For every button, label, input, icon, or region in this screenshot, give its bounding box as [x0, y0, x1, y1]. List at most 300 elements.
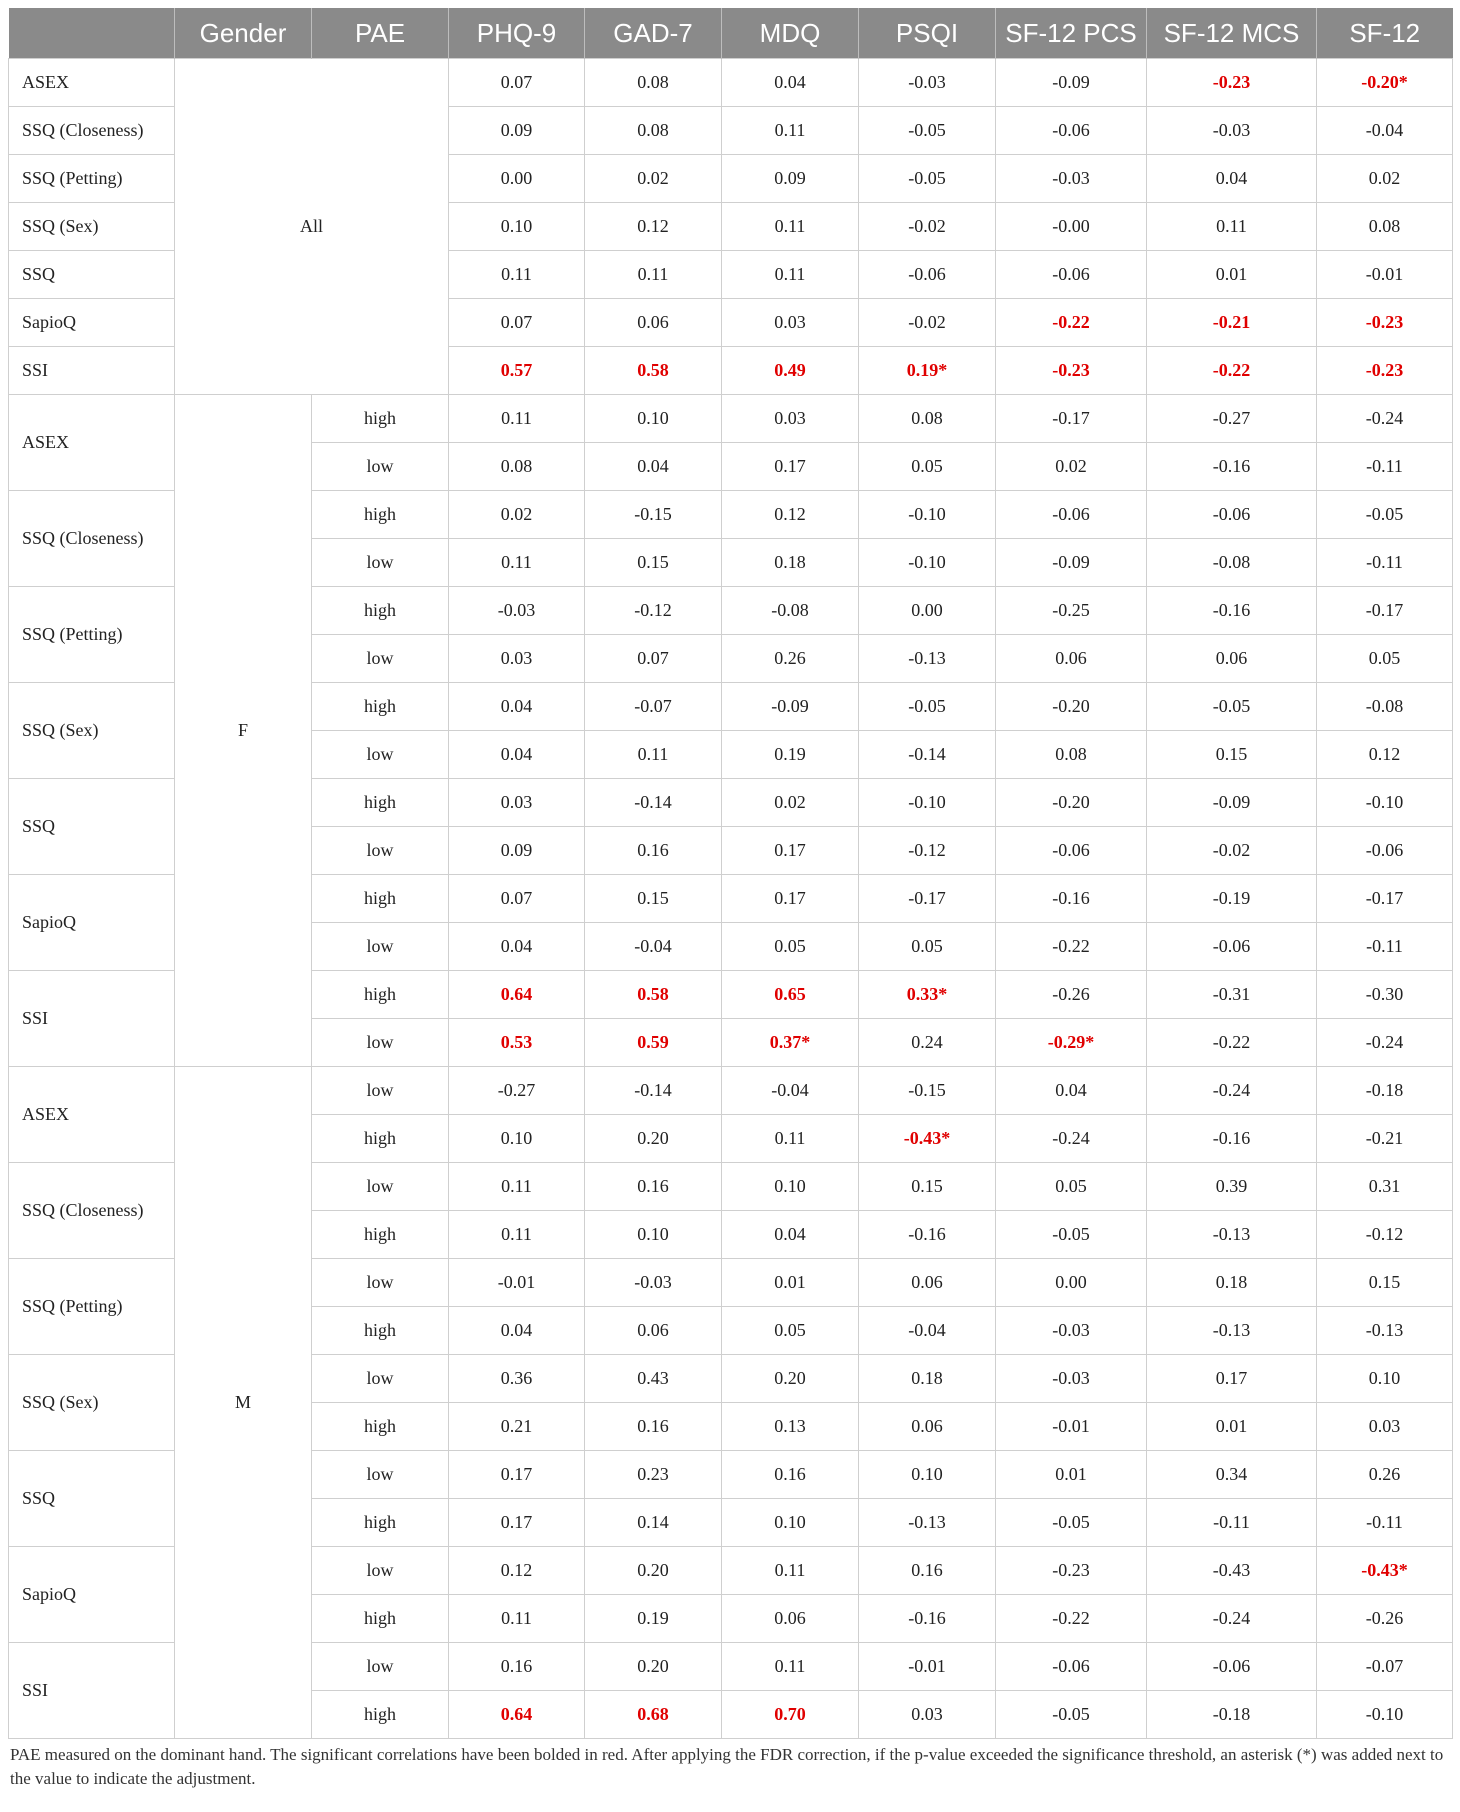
- pae-cell: high: [312, 1307, 449, 1355]
- value-cell: 0.06: [585, 299, 722, 347]
- value-cell: -0.06: [996, 491, 1147, 539]
- value-cell: 0.18: [859, 1355, 996, 1403]
- significant-value-cell: -0.22: [996, 299, 1147, 347]
- value-cell: 0.07: [449, 299, 585, 347]
- measure-cell: SSQ (Petting): [9, 587, 175, 683]
- value-cell: 0.16: [585, 827, 722, 875]
- value-cell: 0.20: [722, 1355, 859, 1403]
- value-cell: 0.13: [722, 1403, 859, 1451]
- table-footnote: PAE measured on the dominant hand. The significant correlations have been bolded in red. After applying the FDR correction, if the p-value exceeded the significance threshold, an asterisk (*) was added next to the value to indicate the adjustment.: [10, 1745, 1444, 1788]
- value-cell: 0.11: [449, 539, 585, 587]
- pae-cell: low: [312, 635, 449, 683]
- value-cell: -0.02: [859, 299, 996, 347]
- value-cell: -0.18: [1147, 1691, 1317, 1739]
- value-cell: 0.06: [859, 1403, 996, 1451]
- measure-cell: ASEX: [9, 1067, 175, 1163]
- value-cell: 0.04: [722, 1211, 859, 1259]
- table-body: [9, 59, 1453, 1739]
- value-cell: 0.05: [996, 1163, 1147, 1211]
- value-cell: 0.04: [585, 443, 722, 491]
- value-cell: -0.03: [859, 59, 996, 107]
- value-cell: 0.10: [722, 1499, 859, 1547]
- value-cell: -0.20: [996, 683, 1147, 731]
- measure-cell: SSQ: [9, 251, 175, 299]
- value-cell: -0.12: [1317, 1211, 1453, 1259]
- value-cell: 0.10: [722, 1163, 859, 1211]
- value-cell: 0.10: [585, 1211, 722, 1259]
- column-header: PHQ-9: [449, 8, 585, 59]
- value-cell: 0.10: [449, 203, 585, 251]
- value-cell: -0.06: [996, 827, 1147, 875]
- pae-cell: high: [312, 1115, 449, 1163]
- value-cell: 0.26: [722, 635, 859, 683]
- value-cell: 0.08: [859, 395, 996, 443]
- value-cell: 0.05: [722, 923, 859, 971]
- significant-value-cell: -0.21: [1147, 299, 1317, 347]
- value-cell: -0.27: [1147, 395, 1317, 443]
- value-cell: 0.00: [859, 587, 996, 635]
- value-cell: 0.11: [722, 203, 859, 251]
- value-cell: 0.00: [996, 1259, 1147, 1307]
- significant-value-cell: 0.58: [585, 347, 722, 395]
- value-cell: -0.01: [859, 1643, 996, 1691]
- value-cell: -0.00: [996, 203, 1147, 251]
- value-cell: -0.16: [1147, 443, 1317, 491]
- value-cell: 0.02: [722, 779, 859, 827]
- value-cell: -0.17: [996, 395, 1147, 443]
- gender-cell: F: [175, 395, 312, 1067]
- significant-value-cell: -0.43*: [1317, 1547, 1453, 1595]
- value-cell: 0.01: [1147, 251, 1317, 299]
- column-header: Gender: [175, 8, 312, 59]
- value-cell: 0.11: [722, 1547, 859, 1595]
- significant-value-cell: 0.70: [722, 1691, 859, 1739]
- significant-value-cell: 0.19*: [859, 347, 996, 395]
- significant-value-cell: 0.59: [585, 1019, 722, 1067]
- value-cell: -0.22: [1147, 1019, 1317, 1067]
- value-cell: -0.12: [585, 587, 722, 635]
- value-cell: 0.11: [1147, 203, 1317, 251]
- value-cell: 0.11: [585, 251, 722, 299]
- value-cell: -0.06: [1147, 491, 1317, 539]
- measure-cell: SSQ: [9, 1451, 175, 1547]
- value-cell: -0.06: [996, 251, 1147, 299]
- value-cell: 0.05: [859, 443, 996, 491]
- significant-value-cell: -0.23: [1147, 59, 1317, 107]
- value-cell: -0.06: [1147, 1643, 1317, 1691]
- value-cell: -0.22: [996, 1595, 1147, 1643]
- pae-cell: high: [312, 1211, 449, 1259]
- value-cell: -0.13: [1317, 1307, 1453, 1355]
- value-cell: 0.16: [449, 1643, 585, 1691]
- value-cell: -0.01: [1317, 251, 1453, 299]
- significant-value-cell: 0.58: [585, 971, 722, 1019]
- value-cell: 0.11: [585, 731, 722, 779]
- value-cell: -0.09: [1147, 779, 1317, 827]
- value-cell: -0.06: [859, 251, 996, 299]
- value-cell: 0.15: [585, 875, 722, 923]
- value-cell: 0.08: [585, 107, 722, 155]
- value-cell: -0.06: [1317, 827, 1453, 875]
- value-cell: 0.10: [585, 395, 722, 443]
- value-cell: -0.03: [996, 155, 1147, 203]
- value-cell: 0.08: [996, 731, 1147, 779]
- value-cell: -0.24: [1147, 1595, 1317, 1643]
- value-cell: 0.12: [449, 1547, 585, 1595]
- value-cell: -0.17: [1317, 587, 1453, 635]
- value-cell: 0.03: [722, 299, 859, 347]
- value-cell: -0.12: [859, 827, 996, 875]
- value-cell: 0.06: [859, 1259, 996, 1307]
- pae-cell: low: [312, 539, 449, 587]
- value-cell: 0.09: [449, 107, 585, 155]
- pae-cell: low: [312, 1019, 449, 1067]
- value-cell: -0.02: [859, 203, 996, 251]
- value-cell: 0.39: [1147, 1163, 1317, 1211]
- value-cell: -0.08: [1147, 539, 1317, 587]
- value-cell: 0.26: [1317, 1451, 1453, 1499]
- pae-cell: high: [312, 683, 449, 731]
- value-cell: 0.16: [585, 1163, 722, 1211]
- value-cell: -0.03: [1147, 107, 1317, 155]
- value-cell: -0.14: [585, 779, 722, 827]
- table-header: [9, 8, 1453, 59]
- value-cell: 0.14: [585, 1499, 722, 1547]
- value-cell: -0.13: [1147, 1211, 1317, 1259]
- column-header: [9, 8, 175, 59]
- value-cell: 0.02: [996, 443, 1147, 491]
- value-cell: -0.10: [859, 779, 996, 827]
- value-cell: 0.24: [859, 1019, 996, 1067]
- value-cell: 0.15: [859, 1163, 996, 1211]
- table-container: [8, 8, 1452, 1791]
- column-header: SF-12 MCS: [1147, 8, 1317, 59]
- value-cell: 0.16: [859, 1547, 996, 1595]
- value-cell: 0.11: [449, 1163, 585, 1211]
- value-cell: -0.06: [1147, 923, 1317, 971]
- value-cell: -0.11: [1317, 923, 1453, 971]
- value-cell: 0.11: [722, 107, 859, 155]
- significant-value-cell: 0.64: [449, 971, 585, 1019]
- pae-cell: low: [312, 1451, 449, 1499]
- value-cell: 0.04: [449, 1307, 585, 1355]
- measure-cell: SSI: [9, 347, 175, 395]
- value-cell: 0.08: [585, 59, 722, 107]
- value-cell: 0.09: [722, 155, 859, 203]
- value-cell: 0.17: [449, 1451, 585, 1499]
- pae-cell: high: [312, 395, 449, 443]
- measure-cell: SapioQ: [9, 1547, 175, 1643]
- value-cell: 0.06: [722, 1595, 859, 1643]
- value-cell: -0.09: [722, 683, 859, 731]
- value-cell: -0.03: [449, 587, 585, 635]
- value-cell: -0.30: [1317, 971, 1453, 1019]
- value-cell: -0.13: [859, 635, 996, 683]
- value-cell: -0.05: [1317, 491, 1453, 539]
- value-cell: -0.10: [859, 491, 996, 539]
- value-cell: -0.03: [996, 1307, 1147, 1355]
- value-cell: -0.07: [585, 683, 722, 731]
- value-cell: 0.03: [449, 635, 585, 683]
- measure-cell: SSQ (Closeness): [9, 491, 175, 587]
- value-cell: 0.11: [449, 1211, 585, 1259]
- gender-cell: M: [175, 1067, 312, 1739]
- pae-cell: low: [312, 1067, 449, 1115]
- value-cell: -0.22: [996, 923, 1147, 971]
- significant-value-cell: -0.29*: [996, 1019, 1147, 1067]
- value-cell: 0.05: [859, 923, 996, 971]
- significant-value-cell: -0.20*: [1317, 59, 1453, 107]
- value-cell: 0.43: [585, 1355, 722, 1403]
- value-cell: 0.05: [722, 1307, 859, 1355]
- value-cell: 0.08: [1317, 203, 1453, 251]
- value-cell: 0.12: [585, 203, 722, 251]
- value-cell: -0.14: [859, 731, 996, 779]
- value-cell: 0.17: [1147, 1355, 1317, 1403]
- value-cell: -0.04: [585, 923, 722, 971]
- value-cell: -0.02: [1147, 827, 1317, 875]
- value-cell: -0.19: [1147, 875, 1317, 923]
- pae-cell: low: [312, 443, 449, 491]
- significant-value-cell: 0.37*: [722, 1019, 859, 1067]
- column-header: PSQI: [859, 8, 996, 59]
- value-cell: -0.16: [859, 1595, 996, 1643]
- measure-cell: SSQ: [9, 779, 175, 875]
- header-row: [9, 8, 1453, 59]
- value-cell: 0.02: [585, 155, 722, 203]
- value-cell: 0.17: [449, 1499, 585, 1547]
- value-cell: 0.36: [449, 1355, 585, 1403]
- pae-cell: high: [312, 1691, 449, 1739]
- value-cell: -0.31: [1147, 971, 1317, 1019]
- value-cell: 0.01: [1147, 1403, 1317, 1451]
- value-cell: 0.23: [585, 1451, 722, 1499]
- value-cell: -0.24: [1317, 395, 1453, 443]
- pae-cell: high: [312, 875, 449, 923]
- value-cell: 0.10: [449, 1115, 585, 1163]
- value-cell: -0.05: [859, 107, 996, 155]
- value-cell: -0.16: [1147, 587, 1317, 635]
- measure-cell: SSQ (Sex): [9, 683, 175, 779]
- value-cell: 0.03: [859, 1691, 996, 1739]
- value-cell: -0.26: [1317, 1595, 1453, 1643]
- value-cell: 0.21: [449, 1403, 585, 1451]
- value-cell: 0.04: [449, 731, 585, 779]
- value-cell: -0.09: [996, 539, 1147, 587]
- value-cell: -0.06: [996, 107, 1147, 155]
- measure-cell: SSQ (Sex): [9, 203, 175, 251]
- value-cell: 0.20: [585, 1643, 722, 1691]
- value-cell: 0.15: [1147, 731, 1317, 779]
- significant-value-cell: 0.49: [722, 347, 859, 395]
- value-cell: -0.17: [1317, 875, 1453, 923]
- value-cell: 0.09: [449, 827, 585, 875]
- value-cell: 0.34: [1147, 1451, 1317, 1499]
- value-cell: 0.11: [722, 1643, 859, 1691]
- value-cell: 0.02: [1317, 155, 1453, 203]
- value-cell: -0.04: [722, 1067, 859, 1115]
- value-cell: -0.08: [722, 587, 859, 635]
- value-cell: -0.10: [1317, 779, 1453, 827]
- value-cell: 0.18: [1147, 1259, 1317, 1307]
- significant-value-cell: -0.23: [1317, 347, 1453, 395]
- pae-cell: high: [312, 1595, 449, 1643]
- value-cell: 0.10: [859, 1451, 996, 1499]
- value-cell: -0.07: [1317, 1643, 1453, 1691]
- table-row: [9, 1067, 1453, 1115]
- pae-cell: low: [312, 923, 449, 971]
- value-cell: -0.05: [996, 1211, 1147, 1259]
- value-cell: 0.16: [585, 1403, 722, 1451]
- value-cell: 0.10: [1317, 1355, 1453, 1403]
- significant-value-cell: 0.64: [449, 1691, 585, 1739]
- significant-value-cell: -0.23: [1317, 299, 1453, 347]
- value-cell: -0.16: [996, 875, 1147, 923]
- value-cell: 0.19: [722, 731, 859, 779]
- value-cell: 0.02: [449, 491, 585, 539]
- value-cell: 0.04: [1147, 155, 1317, 203]
- pae-cell: low: [312, 1355, 449, 1403]
- value-cell: 0.16: [722, 1451, 859, 1499]
- value-cell: 0.11: [722, 1115, 859, 1163]
- column-header: PAE: [312, 8, 449, 59]
- value-cell: 0.06: [1147, 635, 1317, 683]
- value-cell: -0.16: [1147, 1115, 1317, 1163]
- table-row: [9, 59, 1453, 107]
- value-cell: -0.03: [996, 1355, 1147, 1403]
- value-cell: 0.08: [449, 443, 585, 491]
- value-cell: -0.17: [859, 875, 996, 923]
- value-cell: 0.00: [449, 155, 585, 203]
- value-cell: -0.05: [1147, 683, 1317, 731]
- value-cell: -0.11: [1147, 1499, 1317, 1547]
- value-cell: 0.17: [722, 443, 859, 491]
- value-cell: -0.10: [859, 539, 996, 587]
- significant-value-cell: -0.23: [996, 347, 1147, 395]
- pae-cell: high: [312, 1403, 449, 1451]
- value-cell: -0.13: [859, 1499, 996, 1547]
- measure-cell: SSQ (Closeness): [9, 107, 175, 155]
- significant-value-cell: 0.33*: [859, 971, 996, 1019]
- pae-cell: high: [312, 1499, 449, 1547]
- value-cell: -0.11: [1317, 443, 1453, 491]
- value-cell: 0.01: [722, 1259, 859, 1307]
- value-cell: -0.05: [859, 155, 996, 203]
- significant-value-cell: 0.65: [722, 971, 859, 1019]
- value-cell: -0.11: [1317, 539, 1453, 587]
- pae-cell: high: [312, 491, 449, 539]
- value-cell: 0.15: [1317, 1259, 1453, 1307]
- value-cell: 0.11: [449, 251, 585, 299]
- value-cell: -0.03: [585, 1259, 722, 1307]
- measure-cell: SSQ (Closeness): [9, 1163, 175, 1259]
- pae-cell: low: [312, 1547, 449, 1595]
- column-header: SF-12 PCS: [996, 8, 1147, 59]
- value-cell: -0.25: [996, 587, 1147, 635]
- value-cell: -0.05: [996, 1499, 1147, 1547]
- value-cell: -0.24: [996, 1115, 1147, 1163]
- value-cell: -0.05: [859, 683, 996, 731]
- value-cell: -0.01: [996, 1403, 1147, 1451]
- pae-cell: low: [312, 1259, 449, 1307]
- value-cell: 0.15: [585, 539, 722, 587]
- pae-cell: low: [312, 1163, 449, 1211]
- pae-cell: high: [312, 779, 449, 827]
- value-cell: 0.04: [449, 683, 585, 731]
- measure-cell: ASEX: [9, 395, 175, 491]
- value-cell: -0.01: [449, 1259, 585, 1307]
- value-cell: -0.05: [996, 1691, 1147, 1739]
- measure-cell: SSQ (Petting): [9, 1259, 175, 1355]
- measure-cell: SSI: [9, 1643, 175, 1739]
- value-cell: 0.12: [1317, 731, 1453, 779]
- significant-value-cell: 0.53: [449, 1019, 585, 1067]
- value-cell: 0.31: [1317, 1163, 1453, 1211]
- measure-cell: SSQ (Petting): [9, 155, 175, 203]
- value-cell: -0.26: [996, 971, 1147, 1019]
- value-cell: -0.10: [1317, 1691, 1453, 1739]
- value-cell: 0.20: [585, 1547, 722, 1595]
- value-cell: 0.11: [449, 1595, 585, 1643]
- value-cell: 0.06: [585, 1307, 722, 1355]
- value-cell: 0.19: [585, 1595, 722, 1643]
- value-cell: -0.18: [1317, 1067, 1453, 1115]
- value-cell: -0.24: [1317, 1019, 1453, 1067]
- pae-cell: low: [312, 1643, 449, 1691]
- value-cell: 0.11: [449, 395, 585, 443]
- correlation-table: [8, 8, 1453, 1739]
- value-cell: 0.12: [722, 491, 859, 539]
- value-cell: 0.07: [585, 635, 722, 683]
- value-cell: -0.27: [449, 1067, 585, 1115]
- measure-cell: SapioQ: [9, 875, 175, 971]
- value-cell: 0.03: [1317, 1403, 1453, 1451]
- value-cell: -0.20: [996, 779, 1147, 827]
- value-cell: -0.14: [585, 1067, 722, 1115]
- table-row: [9, 395, 1453, 443]
- value-cell: 0.03: [722, 395, 859, 443]
- significant-value-cell: -0.43*: [859, 1115, 996, 1163]
- value-cell: -0.08: [1317, 683, 1453, 731]
- value-cell: -0.16: [859, 1211, 996, 1259]
- pae-cell: low: [312, 731, 449, 779]
- value-cell: 0.18: [722, 539, 859, 587]
- value-cell: 0.17: [722, 875, 859, 923]
- significant-value-cell: -0.22: [1147, 347, 1317, 395]
- significant-value-cell: 0.68: [585, 1691, 722, 1739]
- significant-value-cell: 0.57: [449, 347, 585, 395]
- value-cell: 0.04: [722, 59, 859, 107]
- value-cell: 0.07: [449, 59, 585, 107]
- value-cell: -0.23: [996, 1547, 1147, 1595]
- value-cell: -0.15: [585, 491, 722, 539]
- value-cell: 0.04: [449, 923, 585, 971]
- value-cell: -0.13: [1147, 1307, 1317, 1355]
- value-cell: -0.24: [1147, 1067, 1317, 1115]
- measure-cell: SSI: [9, 971, 175, 1067]
- value-cell: 0.20: [585, 1115, 722, 1163]
- value-cell: -0.21: [1317, 1115, 1453, 1163]
- value-cell: 0.03: [449, 779, 585, 827]
- gender-cell: All: [175, 59, 449, 395]
- column-header: MDQ: [722, 8, 859, 59]
- value-cell: -0.06: [996, 1643, 1147, 1691]
- value-cell: -0.04: [859, 1307, 996, 1355]
- column-header: SF-12: [1317, 8, 1453, 59]
- value-cell: -0.43: [1147, 1547, 1317, 1595]
- value-cell: 0.01: [996, 1451, 1147, 1499]
- pae-cell: high: [312, 587, 449, 635]
